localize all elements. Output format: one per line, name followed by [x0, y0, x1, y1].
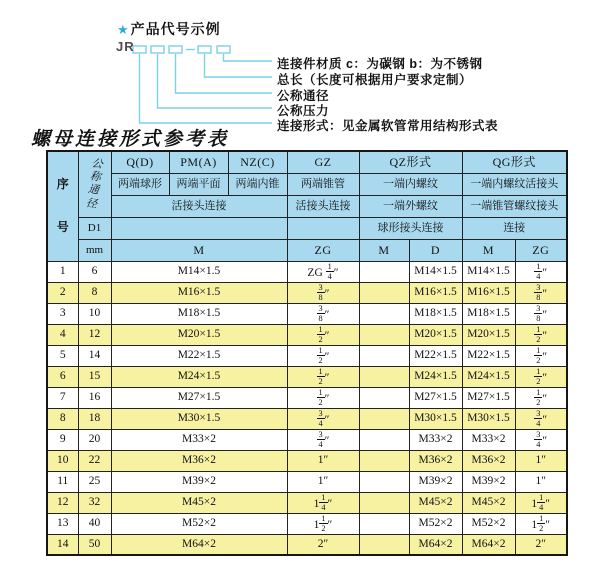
- table-row: [47, 366, 567, 387]
- cell-qz-m: [359, 282, 409, 303]
- cell-qz-d: M45×2: [409, 492, 462, 513]
- table-row: [47, 450, 567, 471]
- header-d1-qpmnz-empty: [111, 217, 287, 239]
- header-ball-joint-qz: 球形接头连接: [359, 217, 462, 239]
- cell-qz-d: M52×2: [409, 513, 462, 534]
- cell-qz-d: M24×1.5: [409, 366, 462, 387]
- code-box: [217, 46, 230, 53]
- cell-qz-d: M39×2: [409, 471, 462, 492]
- table-row: [47, 513, 567, 534]
- cell-qz-m: [359, 513, 409, 534]
- cell-gz: 2″: [287, 534, 359, 555]
- cell-seq: 13: [47, 513, 78, 534]
- cell-seq: 8: [47, 408, 78, 429]
- cell-m: M39×2: [111, 471, 287, 492]
- cell-qz-d: M14×1.5: [409, 261, 462, 282]
- cell-qz-m: [359, 408, 409, 429]
- cell-dn: 22: [78, 450, 111, 471]
- cell-gz: $\frac{1}{2}$ ″: [287, 366, 359, 387]
- cell-qg-m: M14×1.5: [462, 261, 515, 282]
- cell-qz-d: M30×1.5: [409, 408, 462, 429]
- header-end-qz: 一端内螺纹: [359, 173, 462, 195]
- cell-qg-m: M16×1.5: [462, 282, 515, 303]
- diagram-label-pressure: 公称压力: [277, 104, 330, 118]
- cell-qg-zg: 1 $\frac{1}{4}$ ″: [515, 492, 567, 513]
- cell-seq: 12: [47, 492, 78, 513]
- cell-qg-zg: $\frac{3}{8}$ ″: [515, 282, 567, 303]
- cell-seq: 10: [47, 450, 78, 471]
- cell-m: M30×1.5: [111, 408, 287, 429]
- cell-qz-d: M16×1.5: [409, 282, 462, 303]
- cell-seq: 9: [47, 429, 78, 450]
- cell-seq: 14: [47, 534, 78, 555]
- cell-qz-m: [359, 345, 409, 366]
- cell-qg-zg: $\frac{3}{8}$ ″: [515, 303, 567, 324]
- cell-gz: 1″: [287, 450, 359, 471]
- cell-qg-m: M36×2: [462, 450, 515, 471]
- cell-m: M22×1.5: [111, 345, 287, 366]
- cell-seq: 3: [47, 303, 78, 324]
- code-prefix: JR: [116, 39, 135, 54]
- cell-dn: 12: [78, 324, 111, 345]
- header-form-qg: QG形式: [462, 151, 567, 173]
- header-form-nz: NZ(C): [228, 151, 287, 173]
- cell-m: M64×2: [111, 534, 287, 555]
- cell-dn: 16: [78, 387, 111, 408]
- cell-qg-zg: 1 $\frac{1}{2}$ ″: [515, 513, 567, 534]
- cell-m: M36×2: [111, 450, 287, 471]
- code-box: [198, 46, 211, 53]
- cell-qz-d: M27×1.5: [409, 387, 462, 408]
- cell-m: M27×1.5: [111, 387, 287, 408]
- cell-gz: $\frac{3}{4}$ ″: [287, 429, 359, 450]
- cell-qg-m: M52×2: [462, 513, 515, 534]
- product-code-diagram: [0, 0, 600, 140]
- cell-m: M33×2: [111, 429, 287, 450]
- header-end-qg: 一端内螺纹活接头: [462, 173, 567, 195]
- leader-line: [140, 54, 273, 123]
- cell-qz-m: [359, 303, 409, 324]
- diagram-label-diameter: 公称通径: [277, 89, 330, 103]
- cell-dn: 15: [78, 366, 111, 387]
- table-row: [47, 324, 567, 345]
- cell-dn: 6: [78, 261, 111, 282]
- header-qz-m: M: [359, 239, 409, 261]
- header-union-gz: 活接头连接: [287, 195, 359, 217]
- cell-gz: 1 $\frac{1}{4}$ ″: [287, 492, 359, 513]
- cell-gz: $\frac{3}{8}$ ″: [287, 282, 359, 303]
- cell-qz-m: [359, 261, 409, 282]
- header-seq: 序号: [47, 151, 78, 261]
- reference-table-wrap: [46, 150, 568, 556]
- table-row: [47, 303, 567, 324]
- cell-gz: $\frac{1}{2}$ ″: [287, 387, 359, 408]
- diagram-title: [117, 19, 221, 39]
- table-row: [47, 492, 567, 513]
- cell-gz: $\frac{1}{2}$ ″: [287, 324, 359, 345]
- cell-m: M14×1.5: [111, 261, 287, 282]
- cell-qz-d: M22×1.5: [409, 345, 462, 366]
- cell-seq: 2: [47, 282, 78, 303]
- cell-qz-m: [359, 492, 409, 513]
- leader-line: [224, 54, 273, 61]
- cell-qz-d: M64×2: [409, 534, 462, 555]
- header-form-qz: QZ形式: [359, 151, 462, 173]
- cell-seq: 6: [47, 366, 78, 387]
- header-end-nz: 两端内锥: [228, 173, 287, 195]
- cell-gz: $\frac{3}{8}$ ″: [287, 303, 359, 324]
- cell-dn: 18: [78, 408, 111, 429]
- header-form-pm: PM(A): [169, 151, 228, 173]
- cell-dn: 40: [78, 513, 111, 534]
- cell-gz: $\frac{1}{2}$ ″: [287, 345, 359, 366]
- cell-gz: $\frac{3}{4}$ ″: [287, 408, 359, 429]
- header-dn: 公称通径: [78, 151, 111, 217]
- cell-qg-m: M22×1.5: [462, 345, 515, 366]
- header-union-qpmnz: 活接头连接: [111, 195, 287, 217]
- header-form-gz: GZ: [287, 151, 359, 173]
- header-thread-m: M: [111, 239, 287, 261]
- cell-qg-m: M24×1.5: [462, 366, 515, 387]
- cell-qg-m: M18×1.5: [462, 303, 515, 324]
- cell-qg-m: M45×2: [462, 492, 515, 513]
- header-qz-d: D: [409, 239, 462, 261]
- header-ext-thread-qz: 一端外螺纹: [359, 195, 462, 217]
- cell-qz-m: [359, 324, 409, 345]
- table-row: [47, 387, 567, 408]
- cell-dn: 8: [78, 282, 111, 303]
- header-thread-zg: ZG: [287, 239, 359, 261]
- star-icon: ★: [117, 22, 130, 37]
- cell-qg-zg: $\frac{3}{4}$ ″: [515, 429, 567, 450]
- cell-m: M20×1.5: [111, 324, 287, 345]
- cell-seq: 5: [47, 345, 78, 366]
- table-row: [47, 282, 567, 303]
- cell-qz-m: [359, 471, 409, 492]
- cell-m: M45×2: [111, 492, 287, 513]
- header-taper-joint-qg: 一端锥管螺纹接头: [462, 195, 567, 217]
- cell-qg-m: M64×2: [462, 534, 515, 555]
- cell-qg-m: M39×2: [462, 471, 515, 492]
- cell-qz-d: M20×1.5: [409, 324, 462, 345]
- cell-qg-zg: 2″: [515, 534, 567, 555]
- cell-qz-m: [359, 534, 409, 555]
- cell-dn: 25: [78, 471, 111, 492]
- table-row: [47, 471, 567, 492]
- cell-qg-m: M27×1.5: [462, 387, 515, 408]
- cell-gz: 1″: [287, 471, 359, 492]
- header-end-q: 两端球形: [111, 173, 169, 195]
- cell-seq: 11: [47, 471, 78, 492]
- cell-gz: ZG $\frac{1}{4}$ ″: [287, 261, 359, 282]
- table-row: [47, 345, 567, 366]
- cell-seq: 4: [47, 324, 78, 345]
- diagram-label-length: 总长（长度可根据用户要求定制）: [277, 73, 473, 87]
- header-mm: mm: [78, 239, 111, 261]
- cell-qz-d: M18×1.5: [409, 303, 462, 324]
- cell-dn: 50: [78, 534, 111, 555]
- cell-qz-m: [359, 429, 409, 450]
- cell-qz-d: M36×2: [409, 450, 462, 471]
- cell-qg-zg: $\frac{1}{2}$ ″: [515, 324, 567, 345]
- cell-m: M18×1.5: [111, 303, 287, 324]
- table-row: [47, 534, 567, 555]
- cell-m: M16×1.5: [111, 282, 287, 303]
- cell-qg-m: M20×1.5: [462, 324, 515, 345]
- cell-qg-m: M30×1.5: [462, 408, 515, 429]
- header-qg-zg: ZG: [515, 239, 567, 261]
- cell-qg-zg: $\frac{1}{2}$ ″: [515, 345, 567, 366]
- cell-qg-zg: 1″: [515, 471, 567, 492]
- header-d1-gz-empty: [287, 217, 359, 239]
- code-box: [169, 46, 182, 53]
- cell-qg-zg: $\frac{3}{4}$ ″: [515, 408, 567, 429]
- header-end-pm: 两端平面: [169, 173, 228, 195]
- cell-dn: 10: [78, 303, 111, 324]
- cell-qz-m: [359, 366, 409, 387]
- cell-dn: 14: [78, 345, 111, 366]
- cell-gz: 1 $\frac{1}{2}$ ″: [287, 513, 359, 534]
- table-row: [47, 261, 567, 282]
- cell-seq: 7: [47, 387, 78, 408]
- header-connect-qg: 连接: [462, 217, 567, 239]
- cell-qg-zg: $\frac{1}{2}$ ″: [515, 366, 567, 387]
- cell-seq: 1: [47, 261, 78, 282]
- cell-qz-m: [359, 450, 409, 471]
- code-box: [133, 46, 146, 53]
- header-form-q: Q(D): [111, 151, 169, 173]
- table-row: [47, 429, 567, 450]
- header-qg-m: M: [462, 239, 515, 261]
- header-d1: D1: [78, 217, 111, 239]
- cell-qg-m: M33×2: [462, 429, 515, 450]
- diagram-label-material: 连接件材质 c：为碳钢 b：为不锈钢: [277, 57, 483, 71]
- cell-m: M52×2: [111, 513, 287, 534]
- table-title: 螺母连接形式参考表: [31, 129, 230, 150]
- cell-qg-zg: $\frac{1}{4}$ ″: [515, 261, 567, 282]
- diagram-label-connection: 连接形式：见金属软管常用结构形式表: [277, 119, 499, 133]
- cell-qg-zg: 1″: [515, 450, 567, 471]
- cell-qz-m: [359, 387, 409, 408]
- leader-line: [158, 54, 273, 108]
- table-row: [47, 408, 567, 429]
- cell-qg-zg: $\frac{1}{2}$ ″: [515, 387, 567, 408]
- cell-dn: 20: [78, 429, 111, 450]
- code-box: [151, 46, 164, 53]
- leader-line: [205, 54, 273, 77]
- cell-m: M24×1.5: [111, 366, 287, 387]
- nut-connection-table: [46, 150, 568, 556]
- header-end-gz: 两端锥管: [287, 173, 359, 195]
- diagram-title-text: 产品代号示例: [130, 21, 221, 37]
- cell-qz-d: M33×2: [409, 429, 462, 450]
- cell-dn: 32: [78, 492, 111, 513]
